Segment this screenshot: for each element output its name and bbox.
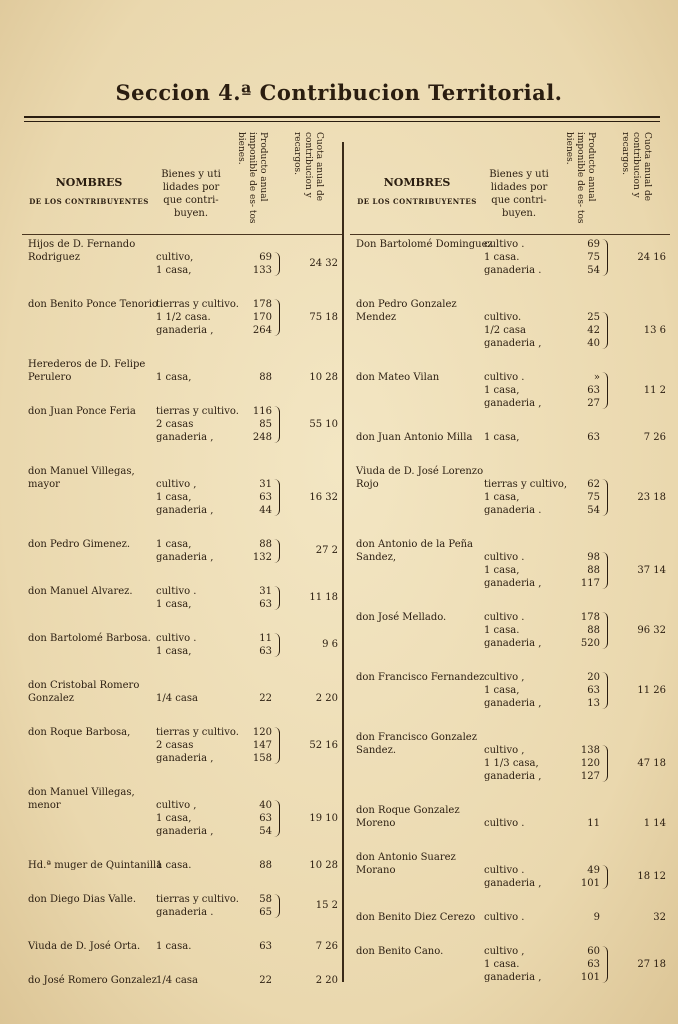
contributor-name: Herederos de D. Felipe Perulero <box>28 359 146 383</box>
holding-item: 1 casa, <box>156 539 192 550</box>
contributor-name: don Benito Diez Cerezo <box>356 912 476 923</box>
holding-item: 1/4 casa <box>156 693 198 704</box>
contributor-entry <box>22 937 342 957</box>
contributor-entry <box>350 728 670 787</box>
holding-line <box>22 504 342 517</box>
holding-line <box>350 770 670 783</box>
contributor-name: don Francisco Gonzalez Sandez. <box>356 732 477 756</box>
contributor-name: don Juan Ponce Feria <box>28 406 136 417</box>
holding-item: 1 casa. <box>484 252 520 263</box>
holding-value: 75 <box>587 252 600 263</box>
cuota-total: 15 2 <box>315 900 338 911</box>
holding-value: 63 <box>259 941 272 952</box>
holding-item: ganaderia , <box>156 826 214 837</box>
holding-item: cultivo , <box>156 479 197 490</box>
holding-item: ganaderia , <box>484 398 542 409</box>
holding-item: ganaderia , <box>484 338 542 349</box>
holding-item: tierras y cultivo. <box>156 299 239 310</box>
holding-value: 13 <box>587 698 600 709</box>
holding-value: 54 <box>259 826 272 837</box>
holding-item: ganaderia , <box>156 753 214 764</box>
right-column <box>350 126 670 1002</box>
holding-line <box>350 371 670 384</box>
cuota-total: 11 2 <box>643 384 666 396</box>
cuota-total: 10 28 <box>309 859 338 871</box>
brace-mark <box>602 865 608 889</box>
contributor-entry <box>22 582 342 615</box>
holding-item: 1 casa. <box>156 941 192 952</box>
holding-value: 264 <box>252 325 272 336</box>
holding-value: 69 <box>587 239 600 250</box>
holding-line <box>350 551 670 564</box>
contributor-entry <box>22 629 342 662</box>
right-header <box>350 126 670 235</box>
holding-value: 120 <box>252 727 272 738</box>
page-title: Seccion 4.ª Contribucion Territorial. <box>115 80 563 105</box>
contributor-entry <box>22 723 342 769</box>
holding-line <box>350 264 670 277</box>
holding-item: ganaderia , <box>484 638 542 649</box>
holding-item: ganaderia , <box>484 578 542 589</box>
holding-value: 25 <box>587 312 600 323</box>
holding-item: 1 casa. <box>484 959 520 970</box>
holding-value: 88 <box>587 625 600 636</box>
header-bienes: Bienes y uti lidades por que contri- buyen. <box>489 169 549 219</box>
holding-value: 20 <box>587 672 600 683</box>
left-entries <box>22 235 342 991</box>
holding-value: 63 <box>259 492 272 503</box>
contributor-name: Don Bartolomé Dominguez <box>356 239 493 250</box>
left-header <box>22 126 342 235</box>
holding-item: 1/2 casa <box>484 325 526 336</box>
holding-item: 1 casa, <box>156 599 192 610</box>
header-names: NOMBRES DE LOS CONTRIBUYENTES <box>357 176 477 206</box>
holding-item: 1 casa, <box>156 813 192 824</box>
left-column <box>22 126 342 1005</box>
holding-line <box>22 478 342 491</box>
holding-item: 1/4 casa <box>156 975 198 986</box>
cuota-total: 16 32 <box>309 491 338 503</box>
header-producto: Producto anual imponible de es- tos bienes. <box>564 132 596 224</box>
holding-value: 22 <box>259 975 272 986</box>
cuota-total: 52 16 <box>309 739 338 751</box>
holding-item: 1 casa. <box>156 860 192 871</box>
brace-mark <box>602 372 608 409</box>
cuota-total: 27 18 <box>637 958 666 970</box>
holding-value: 63 <box>587 959 600 970</box>
cuota-total: 75 18 <box>309 311 338 323</box>
brace-mark <box>274 539 280 563</box>
contributor-name: don Benito Ponce Tenorio <box>28 299 158 310</box>
cuota-total: 18 12 <box>637 871 666 882</box>
holding-value: 88 <box>259 860 272 871</box>
contributor-name: don Juan Antonio Milla <box>356 432 473 443</box>
holding-item: ganaderia , <box>484 698 542 709</box>
contributor-entry <box>350 942 670 988</box>
brace-mark <box>602 312 608 349</box>
contributor-name: don Bartolomé Barbosa. <box>28 633 151 644</box>
brace-mark <box>274 633 280 657</box>
holding-line <box>350 238 670 251</box>
holding-line <box>350 397 670 410</box>
holding-value: 44 <box>259 505 272 516</box>
holding-line <box>350 611 670 624</box>
holding-line <box>22 431 342 444</box>
cuota-total: 23 18 <box>637 491 666 503</box>
holding-line <box>350 478 670 491</box>
column-divider <box>342 142 344 982</box>
holding-item: ganaderia , <box>156 325 214 336</box>
contributor-name: don Pedro Gimenez. <box>28 539 131 550</box>
holding-value: 49 <box>587 865 600 876</box>
holding-line <box>350 945 670 958</box>
contributor-entry <box>22 676 342 709</box>
contributor-entry <box>22 971 342 991</box>
cuota-total: 19 10 <box>309 812 338 824</box>
top-rule <box>24 116 660 118</box>
holding-item: cultivo, <box>156 252 194 263</box>
contributor-entry <box>350 908 670 928</box>
holding-line <box>22 405 342 418</box>
holding-value: 63 <box>259 599 272 610</box>
holding-value: 27 <box>587 398 600 409</box>
holding-value: 31 <box>259 586 272 597</box>
holding-value: 85 <box>259 419 272 430</box>
holding-value: 62 <box>587 479 600 490</box>
contributor-name: don Manuel Alvarez. <box>28 586 133 597</box>
cuota-total: 11 18 <box>309 592 338 603</box>
contributor-name: Viuda de D. José Lorenzo Rojo <box>356 466 484 490</box>
brace-mark <box>274 252 280 276</box>
holding-item: tierras y cultivo. <box>156 894 239 905</box>
holding-item: ganaderia . <box>156 907 214 918</box>
holding-item: cultivo , <box>484 672 525 683</box>
cuota-total: 11 26 <box>637 684 666 696</box>
contributor-name: Viuda de D. José Orta. <box>28 941 141 952</box>
cuota-total: 47 18 <box>637 757 666 769</box>
holding-value: 120 <box>580 758 600 769</box>
holding-value: 54 <box>587 265 600 276</box>
contributor-name: don Manuel Villegas, mayor <box>28 466 135 490</box>
holding-value: 98 <box>587 552 600 563</box>
brace-mark <box>274 299 280 336</box>
contributor-entry <box>350 295 670 354</box>
holding-item: 2 casas <box>156 740 194 751</box>
holding-item: 1 casa, <box>484 432 520 443</box>
holding-value: 138 <box>580 745 600 756</box>
cuota-total: 2 20 <box>315 974 338 986</box>
holding-line <box>350 311 670 324</box>
holding-item: cultivo , <box>484 946 525 957</box>
header-bienes: Bienes y uti lidades por que contri- buyen. <box>161 169 221 219</box>
holding-value: 40 <box>259 800 272 811</box>
contributor-entry <box>350 535 670 594</box>
holding-item: cultivo . <box>156 586 197 597</box>
holding-item: 1 casa, <box>484 685 520 696</box>
holding-value: 58 <box>259 894 272 905</box>
holding-line <box>350 744 670 757</box>
contributor-entry <box>22 402 342 448</box>
holding-item: cultivo . <box>484 372 525 383</box>
holding-value: 170 <box>252 312 272 323</box>
holding-item: ganaderia , <box>156 432 214 443</box>
holding-item: cultivo . <box>156 633 197 644</box>
holding-value: 133 <box>252 265 272 276</box>
holding-value: 127 <box>580 771 600 782</box>
contributor-name: don Antonio Suarez Morano <box>356 852 456 876</box>
holding-line <box>350 577 670 590</box>
contributor-entry <box>22 535 342 568</box>
contributor-name: don Benito Cano. <box>356 946 444 957</box>
cuota-total: 10 28 <box>309 371 338 383</box>
holding-item: ganaderia , <box>484 972 542 983</box>
holding-item: 1 casa, <box>156 492 192 503</box>
holding-item: 2 casas <box>156 419 194 430</box>
holding-item: cultivo , <box>484 745 525 756</box>
holding-item: cultivo . <box>484 612 525 623</box>
cuota-total: 2 20 <box>315 692 338 704</box>
holding-line <box>22 752 342 765</box>
contributor-entry <box>22 235 342 281</box>
holding-item: 1 casa, <box>484 492 520 503</box>
holding-value: 63 <box>587 432 600 443</box>
contributor-entry <box>22 462 342 521</box>
holding-item: tierras y cultivo, <box>484 479 568 490</box>
holding-line <box>22 324 342 337</box>
holding-value: 54 <box>587 505 600 516</box>
contributor-name: Hd.ª muger de Quintanilla <box>28 860 163 871</box>
holding-item: cultivo . <box>484 818 525 829</box>
holding-value: 88 <box>587 565 600 576</box>
holding-item: 1 casa, <box>484 565 520 576</box>
cuota-total: 32 <box>653 911 666 923</box>
holding-line <box>22 726 342 739</box>
contributor-name: don Antonio de la Peña Sandez, <box>356 539 474 563</box>
holding-item: ganaderia , <box>484 771 542 782</box>
contributor-entry <box>350 848 670 894</box>
holding-item: cultivo . <box>484 239 525 250</box>
holding-line <box>22 825 342 838</box>
holding-value: 65 <box>259 907 272 918</box>
contributor-name: don Roque Barbosa, <box>28 727 131 738</box>
holding-value: 11 <box>259 633 272 644</box>
header-producto: Producto anual imponible de es- tos bienes. <box>236 132 268 224</box>
brace-mark <box>602 946 608 983</box>
holding-item: 1 casa. <box>484 625 520 636</box>
holding-item: 1 casa, <box>156 372 192 383</box>
holding-line <box>350 971 670 984</box>
holding-value: 178 <box>580 612 600 623</box>
cuota-total: 55 10 <box>309 418 338 430</box>
contributor-entry <box>350 608 670 654</box>
holding-line <box>350 337 670 350</box>
holding-item: cultivo . <box>484 552 525 563</box>
contributor-entry <box>22 890 342 923</box>
holding-value: 520 <box>580 638 600 649</box>
brace-mark <box>274 406 280 443</box>
contributor-entry <box>22 355 342 388</box>
holding-value: 63 <box>259 646 272 657</box>
holding-item: 1 casa, <box>484 385 520 396</box>
cuota-total: 7 26 <box>315 940 338 952</box>
contributor-name: don Roque Gonzalez Moreno <box>356 805 460 829</box>
holding-value: 42 <box>587 325 600 336</box>
holding-item: ganaderia . <box>484 265 542 276</box>
holding-line <box>22 298 342 311</box>
contributor-entry <box>22 783 342 842</box>
holding-value: 22 <box>259 693 272 704</box>
holding-value: 88 <box>259 372 272 383</box>
brace-mark <box>274 586 280 610</box>
holding-item: 1 1/3 casa, <box>484 758 539 769</box>
cuota-total: 13 6 <box>643 324 666 336</box>
holding-line <box>350 504 670 517</box>
holding-value: 40 <box>587 338 600 349</box>
holding-value: 31 <box>259 479 272 490</box>
cuota-total: 24 16 <box>637 251 666 263</box>
holding-line <box>350 671 670 684</box>
holding-item: cultivo . <box>484 912 525 923</box>
contributor-name: don Francisco Fernandez <box>356 672 485 683</box>
contributor-entry <box>22 856 342 876</box>
brace-mark <box>274 727 280 764</box>
holding-item: cultivo . <box>484 865 525 876</box>
brace-mark <box>602 239 608 276</box>
contributor-name: don Mateo Vilan <box>356 372 440 383</box>
holding-value: 60 <box>587 946 600 957</box>
brace-mark <box>274 800 280 837</box>
contributor-name: don Manuel Villegas, menor <box>28 787 135 811</box>
holding-item: cultivo. <box>484 312 522 323</box>
holding-item: tierras y cultivo. <box>156 406 239 417</box>
holding-item: cultivo , <box>156 800 197 811</box>
holding-value: 178 <box>252 299 272 310</box>
holding-value: 63 <box>587 385 600 396</box>
holding-value: 9 <box>593 912 600 923</box>
contributor-name: don Diego Dias Valle. <box>28 894 137 905</box>
cuota-total: 7 26 <box>643 431 666 443</box>
contributor-entry <box>350 801 670 834</box>
holding-item: ganaderia , <box>156 552 214 563</box>
contributor-name: don José Mellado. <box>356 612 447 623</box>
holding-value: 63 <box>259 813 272 824</box>
brace-mark <box>274 894 280 918</box>
holding-item: tierras y cultivo. <box>156 727 239 738</box>
holding-value: 117 <box>580 578 600 589</box>
cuota-total: 1 14 <box>643 817 666 829</box>
contributor-name: do José Romero Gonzalez <box>28 975 157 986</box>
cuota-total: 37 14 <box>637 564 666 576</box>
contributor-entry <box>350 235 670 281</box>
holding-line <box>22 799 342 812</box>
contributor-entry <box>350 368 670 414</box>
header-cuota: Cuota anual de contribucion y recargos. <box>620 132 652 202</box>
brace-mark <box>602 479 608 516</box>
holding-value: 101 <box>580 878 600 889</box>
contributor-entry <box>22 295 342 341</box>
holding-value: 101 <box>580 972 600 983</box>
right-entries <box>350 235 670 988</box>
contributor-name: don Cristobal Romero Gonzalez <box>28 680 140 704</box>
holding-item: 1 1/2 casa. <box>156 312 211 323</box>
top-rule-thin <box>24 121 660 122</box>
brace-mark <box>602 745 608 782</box>
holding-line <box>350 697 670 710</box>
cuota-total: 96 32 <box>637 624 666 636</box>
holding-item: 1 casa, <box>156 646 192 657</box>
contributor-entry <box>350 428 670 448</box>
cuota-total: 27 2 <box>315 545 338 556</box>
contributor-entry <box>350 462 670 521</box>
holding-value: 69 <box>259 252 272 263</box>
brace-mark <box>602 672 608 709</box>
brace-mark <box>274 479 280 516</box>
contributor-name: don Pedro Gonzalez Mendez <box>356 299 457 323</box>
holding-item: ganaderia . <box>484 505 542 516</box>
brace-mark <box>602 612 608 649</box>
holding-value: 75 <box>587 492 600 503</box>
holding-value: 248 <box>252 432 272 443</box>
holding-value: 63 <box>587 685 600 696</box>
holding-value: 158 <box>252 753 272 764</box>
contributor-name: Hijos de D. Fernando Rodriguez <box>28 239 136 263</box>
contributor-entry <box>350 668 670 714</box>
holding-item: ganaderia , <box>484 878 542 889</box>
header-names: NOMBRES DE LOS CONTRIBUYENTES <box>29 176 149 206</box>
holding-line <box>350 637 670 650</box>
brace-mark <box>602 552 608 589</box>
holding-value: » <box>593 372 600 383</box>
holding-item: 1 casa, <box>156 265 192 276</box>
holding-value: 88 <box>259 539 272 550</box>
holding-value: 116 <box>252 406 272 417</box>
holding-value: 11 <box>587 818 600 829</box>
holding-value: 132 <box>252 552 272 563</box>
holding-value: 147 <box>252 740 272 751</box>
header-cuota: Cuota anual de contribucion y recargos. <box>292 132 324 202</box>
cuota-total: 24 32 <box>309 258 338 269</box>
cuota-total: 9 6 <box>322 639 338 650</box>
holding-item: ganaderia , <box>156 505 214 516</box>
